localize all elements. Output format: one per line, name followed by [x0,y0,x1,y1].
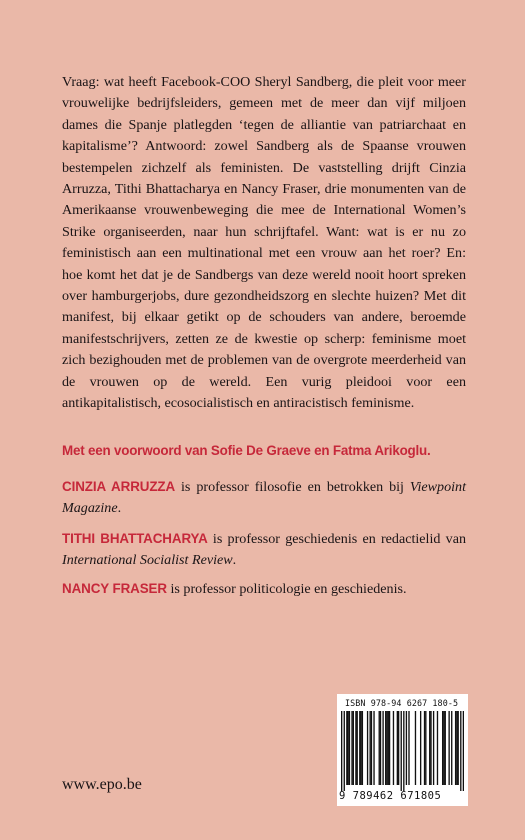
barcode-bar [349,711,350,785]
barcode-bar [346,711,347,785]
ean-digits: 9 789462 671805 [339,790,442,802]
barcode-bar [442,711,443,785]
barcode-bar [420,711,421,785]
barcode-bar [371,711,372,785]
barcode-bar [445,711,446,785]
author-bio-italic: International Socialist Review [62,552,233,569]
barcode-bar [357,711,358,785]
barcode-bar [367,711,368,785]
barcode-bar [408,711,409,785]
barcode-bar [388,711,389,785]
barcode-bar [430,711,431,785]
barcode-bar [401,711,402,791]
author-name: CINZIA ARRUZZA [62,479,176,494]
foreword-credit: Met een voorwoord van Sofie De Graeve en Fatma Arikoglu. [62,443,431,458]
barcode-bar [385,711,386,785]
author-bio-italic: Viewpoint Magazine [62,479,467,517]
barcode-bar [437,711,438,785]
author-bio-text: is professor politicologie en geschiedenis. [166,581,407,597]
author-name: TITHI BHATTACHARYA [62,531,208,546]
author-name: NANCY FRASER [62,581,167,596]
barcode-bar [456,711,457,785]
isbn-label: ISBN 978-94 6267 180-5 [345,698,459,708]
barcode-bar [451,711,452,785]
barcode-bar [415,711,416,785]
website-url: www.epo.be [62,776,142,793]
barcode-bar [351,711,352,785]
barcode-panel [337,694,468,806]
barcode-bar [379,711,380,785]
barcode-bar [397,711,398,785]
barcode-bar [443,711,444,785]
barcode-bar [406,711,407,785]
author-bio-after: . [117,500,122,517]
barcode-bar [360,711,361,785]
barcode-bar [369,711,370,785]
author-bio-after: . [232,552,237,569]
barcode-bar [353,711,354,785]
barcode-bar [398,711,399,785]
barcode-bar [429,711,430,785]
barcode-bar [424,711,425,785]
barcode-bar [355,711,356,785]
barcode-bars [341,711,464,791]
author-bio-text: is professor filosofie en betrokken bij [175,479,410,495]
author-bio-bhattacharya [62,528,466,572]
barcode-bar [433,711,434,785]
barcode-bar [347,711,348,785]
barcode-bar [460,711,461,791]
barcode-bar [389,711,390,785]
barcode-bar [458,711,459,785]
barcode-bar [448,711,449,785]
author-bio-fraser [62,578,466,600]
author-bio-text: is professor geschiedenis en redactielid van [207,531,467,547]
barcode-bar [393,711,394,785]
barcode-bar [463,711,464,791]
blurb-text: Vraag: wat heeft Facebook-COO Sheryl Sandberg, die pleit voor meer vrouwelijke bedrijfsleiders, gemeen met de meer dan vijf miljoen dames die Spanje platlegden ‘tegen de alliantie van patriarchaat en kapitalisme’? Antwoord: zowel Sandberg als de Spaanse vrouwen bestempelen zichzelf als feministen. De vaststelling drijft Cinzia Arruzza, Tithi Bhattacharya en Nancy Fraser, drie monumenten van de Amerikaanse vrouwenbeweging die mee de International Women’s Strike organiseerden, naar hun schrijftafel. Want: wat is er nu zo feministisch aan een multinational met een vrouw aan het roer? En: hoe komt het dat je de Sandbergs van deze wereld nooit hoort spreken over hamburgerjobs, dure gezondheidszorg en slechte huizen? Met dit manifest, bij elkaar getikt op de schouders van andere, beroemde manifestschrijvers, zetten ze de kwestie op scherp: feminisme moet zich bezighouden met de problemen van de overgrote meerderheid van de vrouwen op de wereld. Een vurig pleidooi voor een antikapitalistisch, ecosocialistisch en antiracistisch feminisme. [62,74,466,412]
barcode-bar [373,711,374,785]
author-bio-arruzza [62,476,466,520]
barcode-bar [362,711,363,785]
barcode-bar [403,711,404,791]
barcode-bar [380,711,381,785]
barcode-bar [382,711,383,785]
barcode-bar [341,711,342,791]
barcode-bar [386,711,387,785]
barcode-bar [359,711,360,785]
barcode-bar [455,711,456,785]
barcode-bar [344,711,345,791]
barcode-bar [425,711,426,785]
